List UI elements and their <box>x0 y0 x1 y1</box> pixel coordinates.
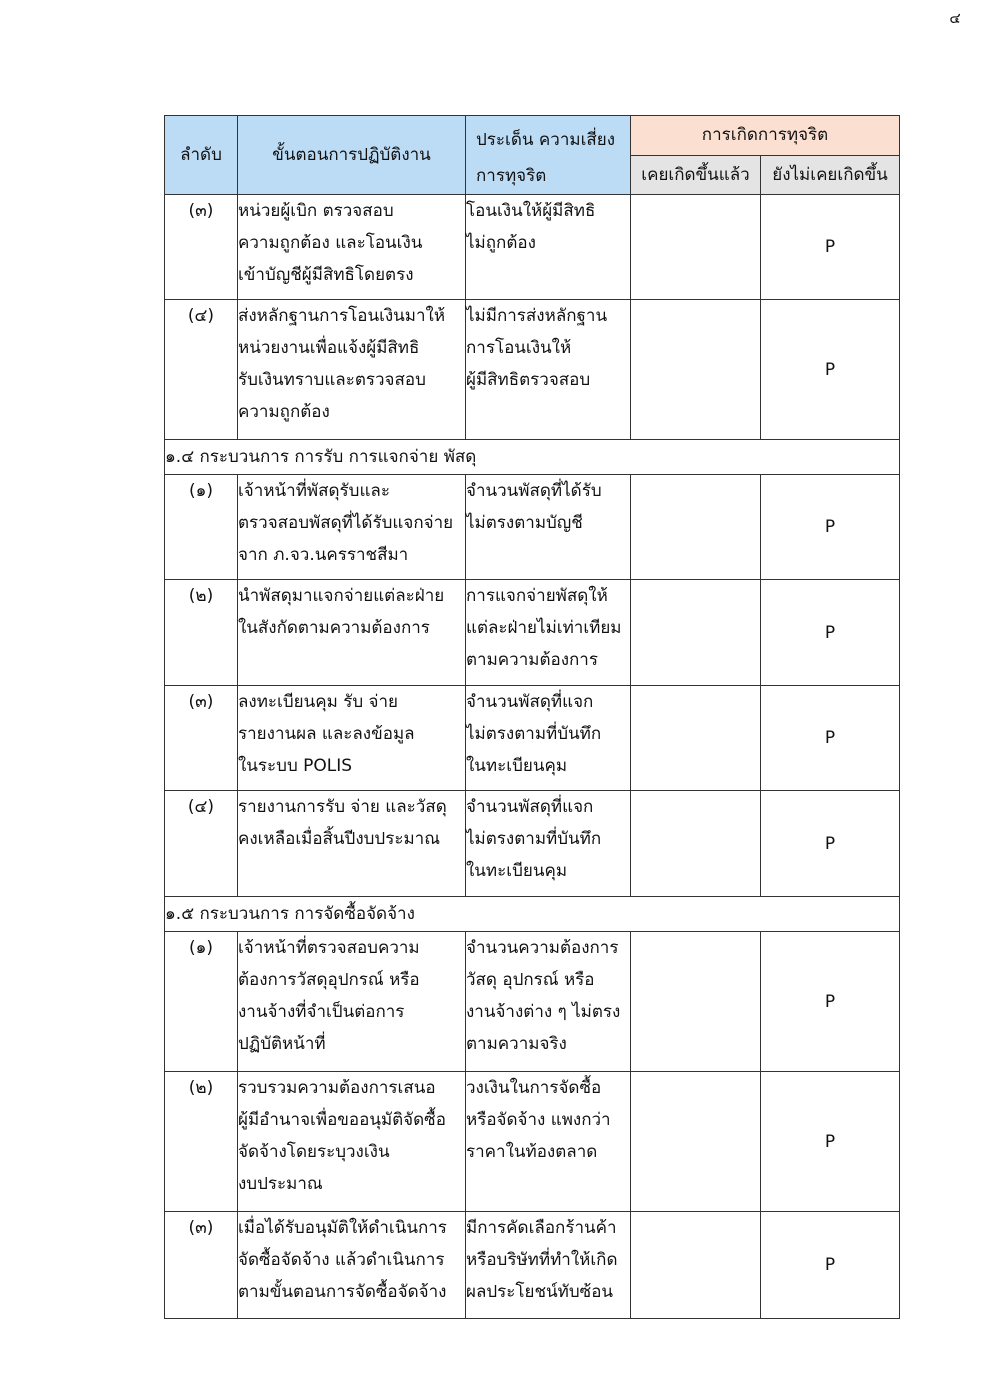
not-happened-mark: P <box>761 580 900 686</box>
risk-line: ราคาในท้องตลาด <box>466 1142 598 1162</box>
step-line: งานจ้างที่จำเป็นต่อการ <box>238 1002 405 1022</box>
step-line: จัดซื้อจัดจ้าง แล้วดำเนินการ <box>238 1250 445 1270</box>
step-line: งบประมาณ <box>238 1174 323 1194</box>
happened-cell <box>631 686 761 791</box>
risk-cell <box>466 195 631 300</box>
risk-line: ไม่ตรงตามที่บันทึก <box>466 724 602 744</box>
header-not-happened: ยังไม่เคยเกิดขึ้น <box>761 155 900 195</box>
step-line: หน่วยงานเพื่อแจ้งผู้มีสิทธิ <box>238 338 420 358</box>
table-row <box>165 932 900 1072</box>
risk-line: จำนวนความต้องการ <box>466 938 619 958</box>
table-row <box>165 195 900 300</box>
step-line: รายงานผล และลงข้อมูล <box>238 724 415 744</box>
step-line: ปฏิบัติหน้าที่ <box>238 1034 326 1054</box>
step-line: คงเหลือเมื่อสิ้นปีงบประมาณ <box>238 829 440 849</box>
table-header <box>165 116 900 195</box>
step-line: จาก ภ.จว.นครราชสีมา <box>238 545 409 565</box>
happened-cell <box>631 1072 761 1212</box>
step-cell <box>238 300 466 440</box>
risk-cell <box>466 686 631 791</box>
table-row <box>165 791 900 897</box>
header-risk-line: ประเด็น ความเสี่ยง <box>476 130 616 150</box>
not-happened-mark: P <box>761 300 900 440</box>
step-cell <box>238 1212 466 1319</box>
risk-cell <box>466 580 631 686</box>
risk-line: ไม่ถูกต้อง <box>466 233 536 253</box>
table-row <box>165 686 900 791</box>
step-line: รับเงินทราบและตรวจสอบ <box>238 370 426 390</box>
risk-cell <box>466 475 631 580</box>
header-risk <box>466 116 631 195</box>
not-happened-mark: P <box>761 932 900 1072</box>
risk-cell <box>466 791 631 897</box>
section-1-5-title: ๑.๕ กระบวนการ การจัดซื้อจัดจ้าง <box>165 897 900 932</box>
risk-line: หรือบริษัทที่ทำให้เกิด <box>466 1250 618 1270</box>
happened-cell <box>631 791 761 897</box>
risk-line: โอนเงินให้ผู้มีสิทธิ <box>466 201 596 221</box>
step-cell <box>238 686 466 791</box>
not-happened-mark: P <box>761 1212 900 1319</box>
step-cell <box>238 1072 466 1212</box>
risk-line: ผู้มีสิทธิตรวจสอบ <box>466 370 591 390</box>
risk-line: งานจ้างต่าง ๆ ไม่ตรง <box>466 1002 621 1022</box>
step-line: ต้องการวัสดุอุปกรณ์ หรือ <box>238 970 420 990</box>
risk-line: ในทะเบียนคุม <box>466 861 568 881</box>
table-row <box>165 1212 900 1319</box>
step-line: ลงทะเบียนคุม รับ จ่าย <box>238 692 399 712</box>
not-happened-mark: P <box>761 195 900 300</box>
header-happened: เคยเกิดขึ้นแล้ว <box>631 155 761 195</box>
risk-line: วงเงินในการจัดซื้อ <box>466 1078 602 1098</box>
step-cell <box>238 580 466 686</box>
risk-line: จำนวนพัสดุที่แจก <box>466 692 594 712</box>
risk-line: การแจกจ่ายพัสดุให้ <box>466 586 608 606</box>
risk-line: ไม่มีการส่งหลักฐาน <box>466 306 608 326</box>
happened-cell <box>631 300 761 440</box>
risk-line: ไม่ตรงตามบัญชี <box>466 513 583 533</box>
row-number: (๑) <box>165 475 238 580</box>
header-no: ลำดับ <box>165 116 238 195</box>
not-happened-mark: P <box>761 1072 900 1212</box>
not-happened-mark: P <box>761 475 900 580</box>
step-line: ตรวจสอบพัสดุที่ได้รับแจกจ่าย <box>238 513 454 533</box>
step-line: เข้าบัญชีผู้มีสิทธิโดยตรง <box>238 265 414 285</box>
risk-line: ตามความจริง <box>466 1034 567 1054</box>
step-cell <box>238 932 466 1072</box>
not-happened-mark: P <box>761 791 900 897</box>
risk-line: จำนวนพัสดุที่แจก <box>466 797 594 817</box>
risk-assessment-table <box>164 115 900 1319</box>
step-line: จัดจ้างโดยระบุวงเงิน <box>238 1142 390 1162</box>
risk-cell <box>466 932 631 1072</box>
header-risk-line: การทุจริต <box>476 166 547 186</box>
risk-cell <box>466 1072 631 1212</box>
table-row <box>165 300 900 440</box>
risk-line: จำนวนพัสดุที่ได้รับ <box>466 481 602 501</box>
table-row <box>165 580 900 686</box>
happened-cell <box>631 1212 761 1319</box>
step-line: ผู้มีอำนาจเพื่อขออนุมัติจัดซื้อ <box>238 1110 446 1130</box>
step-line: หน่วยผู้เบิก ตรวจสอบ <box>238 201 394 221</box>
row-number: (๔) <box>165 300 238 440</box>
risk-line: แต่ละฝ่ายไม่เท่าเทียม <box>466 618 622 638</box>
row-number: (๒) <box>165 580 238 686</box>
step-line: ตามขั้นตอนการจัดซื้อจัดจ้าง <box>238 1282 447 1302</box>
table-row <box>165 475 900 580</box>
row-number: (๓) <box>165 1212 238 1319</box>
step-line: ในสังกัดตามความต้องการ <box>238 618 430 638</box>
not-happened-mark: P <box>761 686 900 791</box>
risk-cell <box>466 1212 631 1319</box>
risk-line: การโอนเงินให้ <box>466 338 572 358</box>
step-cell <box>238 475 466 580</box>
table-body <box>165 195 900 1319</box>
step-line: ความถูกต้อง <box>238 402 330 422</box>
step-line: เจ้าหน้าที่พัสดุรับและ <box>238 481 390 501</box>
happened-cell <box>631 932 761 1072</box>
page-number: ๔ <box>949 9 961 27</box>
section-1-4-title: ๑.๔ กระบวนการ การรับ การแจกจ่าย พัสดุ <box>165 440 900 475</box>
header-step: ขั้นตอนการปฏิบัติงาน <box>238 116 466 195</box>
header-occurrence: การเกิดการทุจริต <box>631 116 900 156</box>
risk-line: ผลประโยชน์ทับซ้อน <box>466 1282 614 1302</box>
section-1-5-row <box>165 897 900 932</box>
risk-line: ในทะเบียนคุม <box>466 756 568 776</box>
step-line: ในระบบ POLIS <box>238 756 353 776</box>
row-number: (๓) <box>165 195 238 300</box>
step-cell <box>238 791 466 897</box>
row-number: (๓) <box>165 686 238 791</box>
table-row <box>165 1072 900 1212</box>
risk-line: หรือจัดจ้าง แพงกว่า <box>466 1110 611 1130</box>
step-line: รายงานการรับ จ่าย และวัสดุ <box>238 797 447 817</box>
risk-cell <box>466 300 631 440</box>
happened-cell <box>631 195 761 300</box>
step-line: นำพัสดุมาแจกจ่ายแต่ละฝ่าย <box>238 586 445 606</box>
happened-cell <box>631 580 761 686</box>
step-line: เจ้าหน้าที่ตรวจสอบความ <box>238 938 420 958</box>
row-number: (๑) <box>165 932 238 1072</box>
step-line: รวบรวมความต้องการเสนอ <box>238 1078 436 1098</box>
row-number: (๒) <box>165 1072 238 1212</box>
risk-line: วัสดุ อุปกรณ์ หรือ <box>466 970 595 990</box>
risk-line: ตามความต้องการ <box>466 650 598 670</box>
risk-line: มีการคัดเลือกร้านค้า <box>466 1218 617 1238</box>
step-cell <box>238 195 466 300</box>
step-line: ความถูกต้อง และโอนเงิน <box>238 233 423 253</box>
section-1-4-row <box>165 440 900 475</box>
risk-line: ไม่ตรงตามที่บันทึก <box>466 829 602 849</box>
step-line: ส่งหลักฐานการโอนเงินมาให้ <box>238 306 446 326</box>
step-line: เมื่อได้รับอนุมัติให้ดำเนินการ <box>238 1218 447 1238</box>
happened-cell <box>631 475 761 580</box>
row-number: (๔) <box>165 791 238 897</box>
